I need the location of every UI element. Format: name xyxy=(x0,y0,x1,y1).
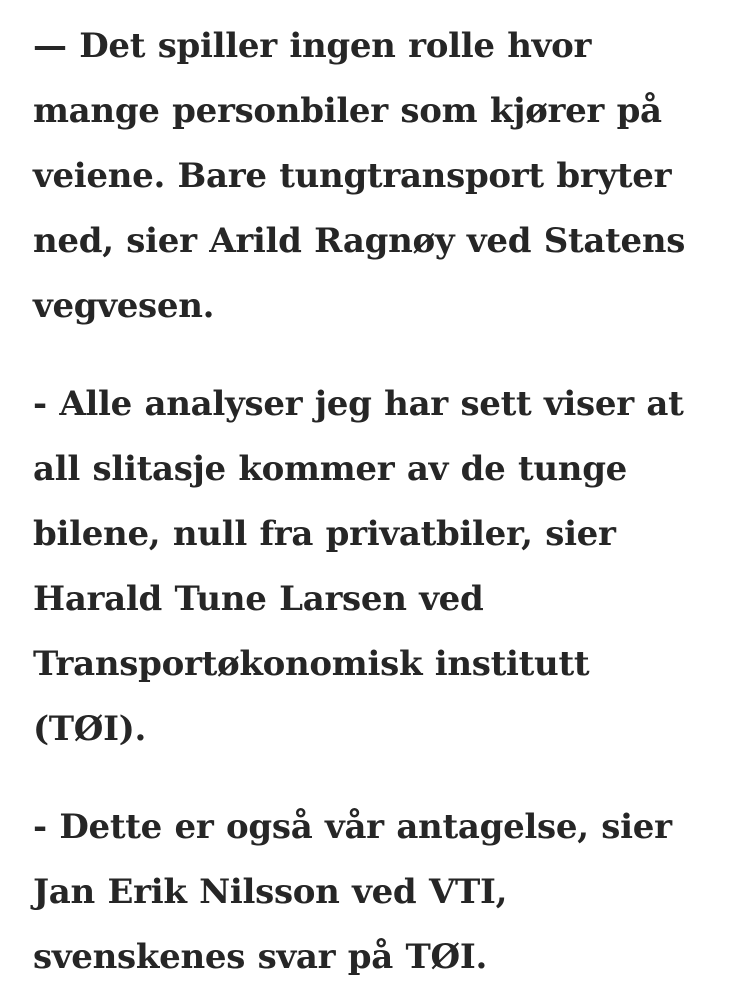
text-line: - Alle analyser jeg har sett viser at xyxy=(33,384,684,424)
text-line: — Det spiller ingen rolle hvor xyxy=(33,26,592,66)
quote-paragraph-larsen xyxy=(33,372,726,762)
text-line: Transportøkonomisk institutt xyxy=(33,644,590,684)
text-line: svenskenes svar på TØI. xyxy=(33,937,487,977)
text-line: - Dette er også vår antagelse, sier xyxy=(33,807,672,847)
text-line: bilene, null fra privatbiler, sier xyxy=(33,514,616,554)
text-line: vegvesen. xyxy=(33,286,215,326)
text-line: Harald Tune Larsen ved xyxy=(33,579,484,619)
text-line: mange personbiler som kjører på xyxy=(33,91,662,131)
text-line: all slitasje kommer av de tunge xyxy=(33,449,628,489)
quote-paragraph-ragnoy xyxy=(33,14,726,339)
quote-paragraph-nilsson xyxy=(33,795,726,990)
text-line: Jan Erik Nilsson ved VTI, xyxy=(33,872,508,912)
text-line: veiene. Bare tungtransport bryter xyxy=(33,156,672,196)
text-line: ned, sier Arild Ragnøy ved Statens xyxy=(33,221,686,261)
text-line: (TØI). xyxy=(33,709,147,749)
